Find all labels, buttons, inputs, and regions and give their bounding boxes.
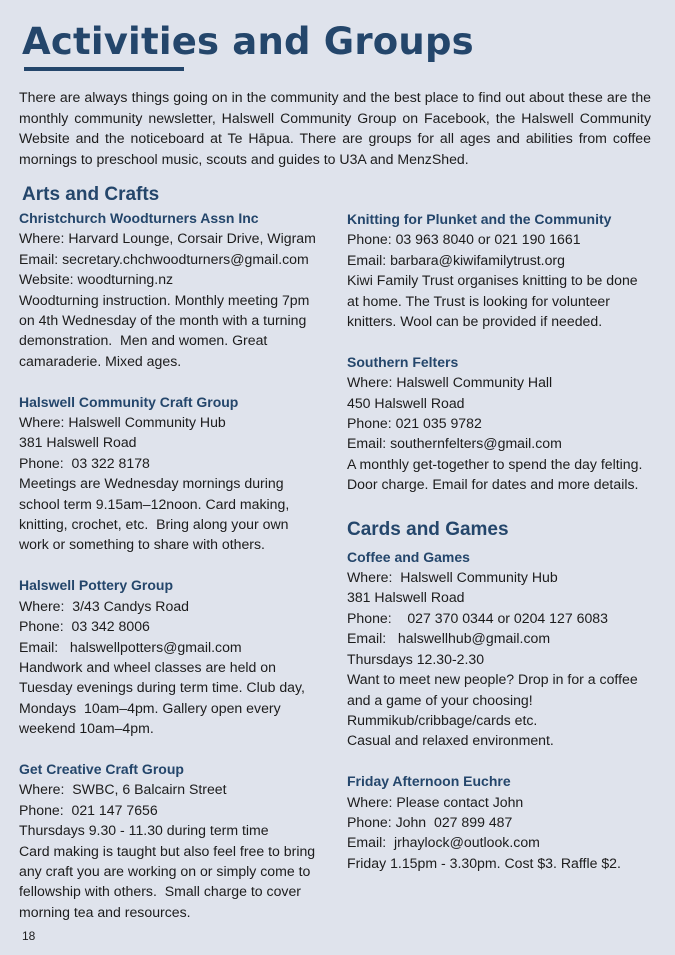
group-entry	[347, 209, 662, 331]
group-entry	[347, 547, 662, 751]
group-detail-line: school term 9.15am–12noon. Card making,	[19, 495, 290, 512]
page-number: 18	[22, 929, 36, 943]
group-detail-line: Phone: 027 370 0344 or 0204 127 6083	[347, 609, 608, 626]
group-detail-line: Phone: 021 147 7656	[19, 801, 158, 818]
group-entry	[19, 392, 337, 555]
group-detail-line: Woodturning instruction. Monthly meeting 7pm	[19, 291, 310, 308]
group-detail-line: Card making is taught but also feel free to bring	[19, 842, 316, 859]
group-entry	[19, 759, 337, 922]
group-entry	[347, 771, 662, 873]
group-detail-line: Handwork and wheel classes are held on	[19, 658, 276, 675]
title-underline	[24, 67, 184, 71]
right-column	[347, 209, 662, 894]
group-name: Halswell Pottery Group	[19, 577, 174, 594]
group-detail-line: demonstration. Men and women. Great	[19, 332, 268, 349]
page-title: Activities and Groups	[22, 20, 474, 63]
group-detail-line: camaraderie. Mixed ages.	[19, 352, 182, 369]
group-detail-line: Email: secretary.chchwoodturners@gmail.com	[19, 250, 309, 267]
group-detail-line: Email: jrhaylock@outlook.com	[347, 834, 540, 851]
group-detail-line: Where: Please contact John	[347, 793, 524, 810]
group-name: Christchurch Woodturners Assn Inc	[19, 210, 259, 226]
group-detail-line: Meetings are Wednesday mornings during	[19, 475, 284, 492]
group-detail-line: Where: Halswell Community Hub	[19, 414, 226, 431]
group-detail-line: A monthly get-together to spend the day felting.	[347, 455, 643, 472]
group-detail-line: and a game of your choosing!	[347, 691, 533, 708]
group-detail-line: Website: woodturning.nz	[19, 271, 174, 288]
group-detail-line: Mondays 10am–4pm. Gallery open every	[19, 699, 281, 716]
intro-paragraph: There are always things going on in the community and the best place to find out about these are the monthly community newsletter, Halswell Community Group on Facebook, the Halswell Community Website and the noticeboard at Te Hāpua. There are groups for all ages and abilities from coffee mornings to preschool music, scouts and guides to U3A and MenzShed.	[19, 89, 651, 167]
group-name: Knitting for Plunket and the Community	[347, 211, 612, 227]
group-detail-line: Phone: John 027 899 487	[347, 813, 513, 830]
group-detail-line: Thursdays 12.30-2.30	[347, 650, 485, 667]
group-detail-line: Friday 1.15pm - 3.30pm. Cost $3. Raffle $2.	[347, 854, 621, 871]
group-detail-line: Phone: 03 963 8040 or 021 190 1661	[347, 231, 581, 248]
group-detail-line: Email: barbara@kiwifamilytrust.org	[347, 251, 565, 268]
group-detail-line: 381 Halswell Road	[19, 434, 137, 451]
group-detail-line: Phone: 03 322 8178	[19, 454, 150, 471]
group-detail-line: Where: Halswell Community Hall	[347, 374, 553, 391]
group-detail-line: Phone: 021 035 9782	[347, 415, 482, 432]
group-name: Coffee and Games	[347, 548, 470, 565]
group-entry	[19, 575, 337, 738]
group-entry	[19, 208, 337, 371]
group-detail-line: Phone: 03 342 8006	[19, 618, 150, 635]
group-detail-line: Tuesday evenings during term time. Club day,	[19, 679, 305, 696]
group-name: Southern Felters	[347, 353, 459, 370]
group-detail-line: knitters. Wool can be provided if needed.	[347, 313, 603, 330]
group-name: Friday Afternoon Euchre	[347, 773, 511, 790]
cards-and-games-groups	[347, 547, 662, 873]
group-detail-line: at home. The Trust is looking for volunteer	[347, 292, 610, 309]
group-detail-line: Kiwi Family Trust organises knitting to be done	[347, 272, 638, 289]
group-detail-line: Where: SWBC, 6 Balcairn Street	[19, 781, 227, 798]
group-detail-line: on 4th Wednesday of the month with a turning	[19, 312, 307, 329]
group-detail-line: Where: Harvard Lounge, Corsair Drive, Wigram	[19, 230, 316, 247]
group-detail-line: Want to meet new people? Drop in for a coffee	[347, 671, 638, 688]
group-detail-line: morning tea and resources.	[19, 903, 191, 920]
group-detail-line: Email: halswellhub@gmail.com	[347, 630, 551, 647]
group-detail-line: Where: Halswell Community Hub	[347, 569, 558, 586]
group-detail-line: Casual and relaxed environment.	[347, 732, 554, 749]
group-detail-line: work or something to share with others.	[19, 536, 265, 553]
group-detail-line: 381 Halswell Road	[347, 589, 465, 606]
group-detail-line: Email: halswellpotters@gmail.com	[19, 638, 242, 655]
group-detail-line: any craft you are working on or simply come to	[19, 862, 311, 879]
group-detail-line: Rummikub/cribbage/cards etc.	[347, 711, 538, 728]
group-name: Get Creative Craft Group	[19, 760, 184, 777]
group-detail-line: knitting, crochet, etc. Bring along your own	[19, 516, 289, 533]
group-detail-line: Email: southernfelters@gmail.com	[347, 435, 562, 452]
section-heading-arts-and-crafts: Arts and Crafts	[22, 184, 160, 205]
left-column	[19, 182, 337, 943]
arts-and-crafts-groups	[19, 208, 337, 922]
group-detail-line: fellowship with others. Small charge to cover	[19, 883, 301, 900]
section-heading-cards-and-games: Cards and Games	[347, 518, 509, 540]
group-name: Halswell Community Craft Group	[19, 393, 239, 410]
group-detail-line: weekend 10am–4pm.	[19, 720, 154, 737]
group-entry	[347, 352, 662, 495]
arts-and-crafts-groups-continued	[347, 209, 662, 495]
group-detail-line: 450 Halswell Road	[347, 394, 465, 411]
group-detail-line: Where: 3/43 Candys Road	[19, 597, 189, 614]
group-detail-line: Door charge. Email for dates and more details.	[347, 476, 639, 493]
group-detail-line: Thursdays 9.30 - 11.30 during term time	[19, 822, 269, 839]
